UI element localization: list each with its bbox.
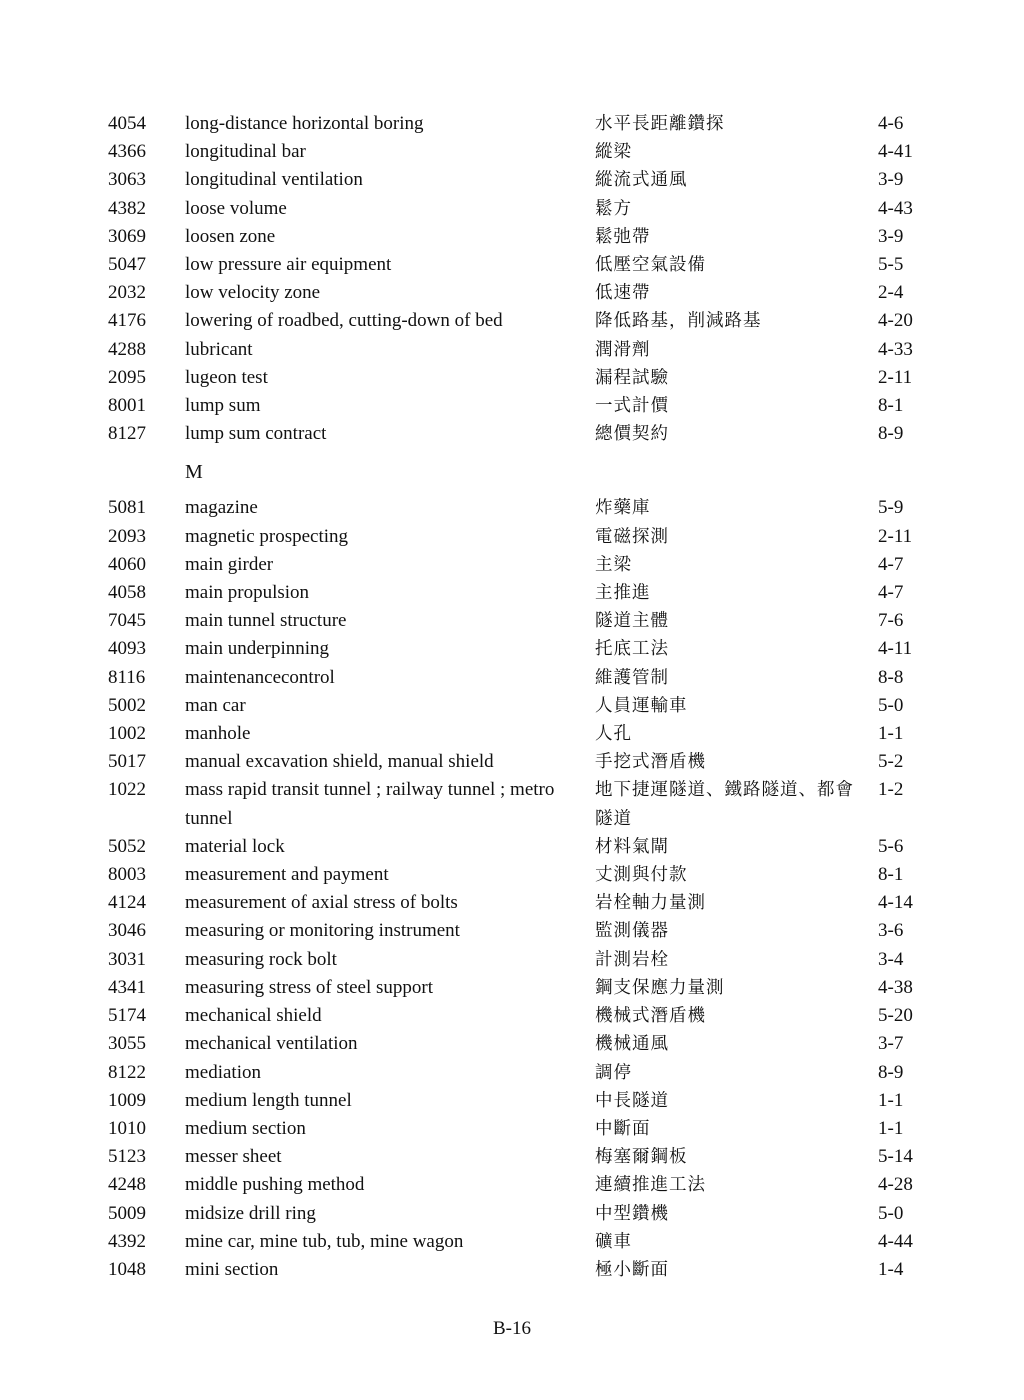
glossary-entry bbox=[108, 392, 938, 420]
entry-page-ref: 8-8 bbox=[878, 666, 904, 688]
entry-code: 4366 bbox=[108, 141, 146, 163]
glossary-entry bbox=[108, 307, 938, 335]
entry-english-term: low velocity zone bbox=[185, 282, 321, 304]
glossary-entry bbox=[108, 494, 938, 522]
entry-code: 1048 bbox=[108, 1258, 146, 1280]
entry-chinese-term: 中斷面 bbox=[595, 1118, 651, 1139]
entry-english-term: main underpinning bbox=[185, 638, 330, 660]
entry-english-term: main propulsion bbox=[185, 582, 310, 604]
entry-code: 8116 bbox=[108, 666, 146, 688]
entry-english-term: midsize drill ring bbox=[185, 1202, 316, 1224]
entry-code: 4054 bbox=[108, 113, 146, 134]
glossary-entry bbox=[108, 946, 938, 974]
entry-code: 4124 bbox=[108, 892, 146, 914]
entry-chinese-term: 鬆方 bbox=[595, 198, 632, 219]
entry-english-term: middle pushing method bbox=[185, 1174, 365, 1196]
entry-code: 4392 bbox=[108, 1230, 146, 1252]
entry-page-ref: 5-0 bbox=[878, 694, 904, 716]
entries-l-group bbox=[108, 110, 938, 448]
glossary-entry bbox=[108, 889, 938, 917]
entry-english-term: manual excavation shield, manual shield bbox=[185, 751, 494, 773]
entry-page-ref: 5-5 bbox=[878, 254, 904, 276]
entry-english-term: main tunnel structure bbox=[185, 610, 347, 632]
entries-m-group bbox=[108, 494, 938, 1284]
glossary-entry bbox=[108, 748, 938, 776]
entry-chinese-term: 縱流式通風 bbox=[595, 170, 688, 191]
entry-page-ref: 5-6 bbox=[878, 835, 904, 857]
entry-english-term: measuring rock bolt bbox=[185, 948, 337, 970]
glossary-entry bbox=[108, 1228, 938, 1256]
entry-english-term: measuring or monitoring instrument bbox=[185, 920, 460, 942]
entry-page-ref: 4-44 bbox=[878, 1230, 913, 1252]
entry-page-ref: 7-6 bbox=[878, 610, 904, 632]
glossary-entry bbox=[108, 1200, 938, 1228]
glossary-entry bbox=[108, 420, 938, 448]
entry-chinese-term: 岩栓軸力量測 bbox=[595, 893, 706, 914]
entry-code: 8127 bbox=[108, 423, 146, 445]
entry-english-term: magnetic prospecting bbox=[185, 525, 349, 547]
entry-chinese-term: 機械通風 bbox=[595, 1034, 669, 1055]
entry-code: 4176 bbox=[108, 310, 146, 332]
entry-english-term: material lock bbox=[185, 835, 285, 857]
entry-english-term: medium section bbox=[185, 1117, 306, 1139]
glossary-entry bbox=[108, 1143, 938, 1171]
entry-code: 3069 bbox=[108, 225, 146, 247]
entry-code: 3063 bbox=[108, 169, 146, 191]
entry-chinese-term: 鬆弛帶 bbox=[595, 226, 651, 247]
entry-english-term: mediation bbox=[185, 1061, 261, 1083]
entry-chinese-term: 材料氣閘 bbox=[595, 836, 669, 857]
entry-page-ref: 8-9 bbox=[878, 423, 904, 445]
entry-code: 4341 bbox=[108, 976, 146, 998]
entry-english-term: mine car, mine tub, tub, mine wagon bbox=[185, 1230, 464, 1252]
entry-chinese-term: 地下捷運隧道、鐵路隧道、都會隧道 bbox=[595, 780, 854, 829]
entry-english-term: man car bbox=[185, 694, 246, 716]
entry-page-ref: 1-2 bbox=[878, 779, 904, 801]
glossary-entry bbox=[108, 861, 938, 889]
entry-page-ref: 4-43 bbox=[878, 197, 913, 219]
entry-page-ref: 4-38 bbox=[878, 976, 913, 998]
entry-page-ref: 5-20 bbox=[878, 1005, 913, 1027]
entry-english-term: lump sum contract bbox=[185, 423, 327, 445]
entry-english-term: medium length tunnel bbox=[185, 1089, 352, 1111]
entry-page-ref: 2-4 bbox=[878, 282, 904, 304]
entry-english-term: measuring stress of steel support bbox=[185, 976, 434, 998]
entry-english-term: longitudinal ventilation bbox=[185, 169, 363, 191]
entry-english-term: lowering of roadbed, cutting-down of bed bbox=[185, 310, 503, 332]
glossary-entry bbox=[108, 364, 938, 392]
entry-code: 2093 bbox=[108, 525, 146, 547]
entry-code: 5002 bbox=[108, 694, 146, 716]
entry-page-ref: 4-33 bbox=[878, 338, 913, 360]
entry-code: 5174 bbox=[108, 1005, 146, 1027]
entry-page-ref: 1-1 bbox=[878, 723, 904, 745]
entry-chinese-term: 中長隧道 bbox=[595, 1090, 669, 1111]
glossary-entry bbox=[108, 579, 938, 607]
entry-page-ref: 4-7 bbox=[878, 553, 904, 575]
entry-english-term: mass rapid transit tunnel ; railway tunnel ; metro tunnel bbox=[185, 779, 555, 829]
entry-page-ref: 3-9 bbox=[878, 169, 904, 191]
entry-code: 5123 bbox=[108, 1146, 146, 1168]
entry-page-ref: 1-1 bbox=[878, 1117, 904, 1139]
entry-page-ref: 4-28 bbox=[878, 1174, 913, 1196]
glossary-entry bbox=[108, 776, 938, 832]
entry-code: 5052 bbox=[108, 835, 146, 857]
page-number: B-16 bbox=[493, 1318, 531, 1339]
glossary-entry bbox=[108, 279, 938, 307]
entry-code: 5017 bbox=[108, 751, 146, 773]
entry-code: 3055 bbox=[108, 1033, 146, 1055]
entry-english-term: mini section bbox=[185, 1258, 279, 1280]
entry-chinese-term: 手挖式潛盾機 bbox=[595, 752, 706, 773]
glossary-list bbox=[108, 110, 938, 1284]
entry-code: 1002 bbox=[108, 723, 146, 745]
entry-english-term: lubricant bbox=[185, 338, 253, 360]
entry-page-ref: 8-1 bbox=[878, 864, 904, 886]
glossary-entry bbox=[108, 720, 938, 748]
entry-page-ref: 4-14 bbox=[878, 892, 913, 914]
entry-page-ref: 3-7 bbox=[878, 1033, 904, 1055]
glossary-entry bbox=[108, 1087, 938, 1115]
glossary-entry bbox=[108, 1115, 938, 1143]
entry-english-term: main girder bbox=[185, 553, 274, 575]
entry-english-term: loosen zone bbox=[185, 225, 276, 247]
entry-page-ref: 3-6 bbox=[878, 920, 904, 942]
entry-chinese-term: 炸藥庫 bbox=[595, 498, 651, 519]
glossary-entry bbox=[108, 251, 938, 279]
entry-page-ref: 8-1 bbox=[878, 395, 904, 417]
entry-page-ref: 1-4 bbox=[878, 1258, 904, 1280]
entry-code: 7045 bbox=[108, 610, 146, 632]
glossary-entry bbox=[108, 336, 938, 364]
entry-code: 4382 bbox=[108, 197, 146, 219]
entry-english-term: mechanical ventilation bbox=[185, 1033, 358, 1055]
glossary-entry bbox=[108, 917, 938, 945]
entry-chinese-term: 中型鑽機 bbox=[595, 1203, 669, 1224]
glossary-entry bbox=[108, 635, 938, 663]
entry-english-term: lump sum bbox=[185, 395, 261, 417]
entry-chinese-term: 機械式潛盾機 bbox=[595, 1006, 706, 1027]
entry-page-ref: 3-4 bbox=[878, 948, 904, 970]
glossary-entry bbox=[108, 523, 938, 551]
entry-code: 8122 bbox=[108, 1061, 146, 1083]
glossary-entry bbox=[108, 110, 938, 138]
glossary-entry bbox=[108, 1171, 938, 1199]
entry-code: 5009 bbox=[108, 1202, 146, 1224]
entry-english-term: low pressure air equipment bbox=[185, 254, 392, 276]
entry-code: 5047 bbox=[108, 254, 146, 276]
entry-page-ref: 1-1 bbox=[878, 1089, 904, 1111]
entry-page-ref: 4-6 bbox=[878, 113, 904, 134]
entry-chinese-term: 極小斷面 bbox=[595, 1259, 669, 1280]
glossary-entry bbox=[108, 833, 938, 861]
entry-english-term: maintenancecontrol bbox=[185, 666, 335, 688]
glossary-entry bbox=[108, 607, 938, 635]
entry-chinese-term: 連續推進工法 bbox=[595, 1175, 706, 1196]
entry-code: 4093 bbox=[108, 638, 146, 660]
entry-chinese-term: 隧道主體 bbox=[595, 611, 669, 632]
entry-chinese-term: 礦車 bbox=[595, 1231, 632, 1252]
entry-chinese-term: 低速帶 bbox=[595, 283, 651, 304]
entry-code: 1010 bbox=[108, 1117, 146, 1139]
glossary-entry bbox=[108, 1030, 938, 1058]
entry-english-term: messer sheet bbox=[185, 1146, 282, 1168]
entry-page-ref: 2-11 bbox=[878, 525, 913, 547]
entry-code: 1022 bbox=[108, 779, 146, 801]
entry-chinese-term: 電磁探測 bbox=[595, 526, 669, 547]
entry-code: 2095 bbox=[108, 366, 146, 388]
entry-page-ref: 5-9 bbox=[878, 497, 904, 519]
entry-chinese-term: 降低路基，削減路基 bbox=[595, 311, 762, 332]
glossary-entry bbox=[108, 551, 938, 579]
entry-page-ref: 4-20 bbox=[878, 310, 913, 332]
entry-page-ref: 4-41 bbox=[878, 141, 913, 163]
entry-page-ref: 5-2 bbox=[878, 751, 904, 773]
entry-page-ref: 8-9 bbox=[878, 1061, 904, 1083]
entry-english-term: loose volume bbox=[185, 197, 287, 219]
entry-chinese-term: 計測岩栓 bbox=[595, 949, 669, 970]
glossary-entry bbox=[108, 692, 938, 720]
entry-chinese-term: 丈測與付款 bbox=[595, 865, 688, 886]
glossary-entry bbox=[108, 166, 938, 194]
entry-english-term: lugeon test bbox=[185, 366, 268, 388]
glossary-entry bbox=[108, 974, 938, 1002]
entry-chinese-term: 人員運輸車 bbox=[595, 695, 688, 716]
glossary-entry bbox=[108, 664, 938, 692]
entry-english-term: long-distance horizontal boring bbox=[185, 113, 424, 134]
entry-chinese-term: 主梁 bbox=[595, 554, 632, 575]
entry-chinese-term: 總價契約 bbox=[595, 424, 669, 445]
entry-chinese-term: 潤滑劑 bbox=[595, 339, 651, 360]
entry-english-term: measurement and payment bbox=[185, 864, 389, 886]
entry-chinese-term: 鋼支保應力量測 bbox=[595, 977, 725, 998]
entry-code: 8003 bbox=[108, 864, 146, 886]
entry-chinese-term: 維護管制 bbox=[595, 667, 669, 688]
entry-english-term: mechanical shield bbox=[185, 1005, 322, 1027]
entry-english-term: magazine bbox=[185, 497, 258, 519]
entry-english-term: manhole bbox=[185, 723, 251, 745]
section-letter-heading: M bbox=[185, 461, 203, 484]
entry-chinese-term: 托底工法 bbox=[595, 639, 669, 660]
entry-english-term: measurement of axial stress of bolts bbox=[185, 892, 458, 914]
entry-chinese-term: 一式計價 bbox=[595, 396, 669, 417]
entry-page-ref: 5-14 bbox=[878, 1146, 913, 1168]
glossary-entry bbox=[108, 1256, 938, 1284]
glossary-entry bbox=[108, 1002, 938, 1030]
glossary-entry bbox=[108, 1059, 938, 1087]
entry-code: 4248 bbox=[108, 1174, 146, 1196]
entry-code: 4060 bbox=[108, 553, 146, 575]
entry-page-ref: 4-11 bbox=[878, 638, 913, 660]
entry-page-ref: 3-9 bbox=[878, 225, 904, 247]
glossary-entry bbox=[108, 223, 938, 251]
entry-code: 2032 bbox=[108, 282, 146, 304]
entry-code: 8001 bbox=[108, 395, 146, 417]
entry-page-ref: 4-7 bbox=[878, 582, 904, 604]
glossary-entry bbox=[108, 195, 938, 223]
entry-chinese-term: 漏程試驗 bbox=[595, 367, 669, 388]
entry-code: 4058 bbox=[108, 582, 146, 604]
entry-code: 4288 bbox=[108, 338, 146, 360]
entry-chinese-term: 低壓空氣設備 bbox=[595, 255, 706, 276]
entry-chinese-term: 監測儀器 bbox=[595, 921, 669, 942]
entry-code: 3031 bbox=[108, 948, 146, 970]
glossary-entry bbox=[108, 138, 938, 166]
entry-code: 5081 bbox=[108, 497, 146, 519]
entry-page-ref: 5-0 bbox=[878, 1202, 904, 1224]
entry-chinese-term: 縱梁 bbox=[595, 142, 632, 163]
entry-chinese-term: 人孔 bbox=[595, 724, 632, 745]
entry-code: 3046 bbox=[108, 920, 146, 942]
entry-chinese-term: 調停 bbox=[595, 1062, 632, 1083]
entry-chinese-term: 水平長距離鑽探 bbox=[595, 114, 725, 134]
entry-page-ref: 2-11 bbox=[878, 366, 913, 388]
entry-code: 1009 bbox=[108, 1089, 146, 1111]
entry-chinese-term: 梅塞爾鋼板 bbox=[595, 1147, 688, 1168]
entry-english-term: longitudinal bar bbox=[185, 141, 306, 163]
entry-chinese-term: 主推進 bbox=[595, 583, 651, 604]
